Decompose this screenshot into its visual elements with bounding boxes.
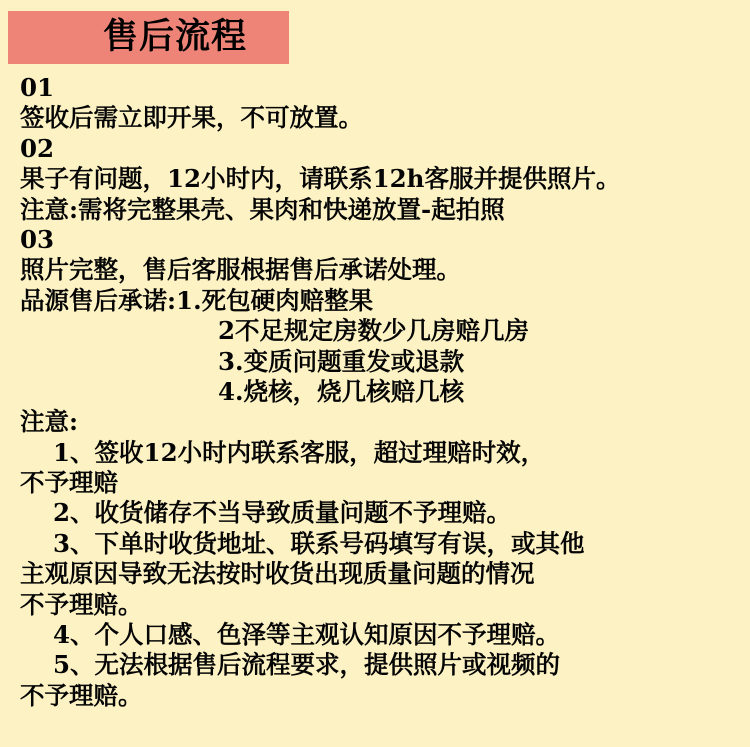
text-line: 不予理赔。: [20, 589, 143, 619]
text-line: 3.变质问题重发或退款: [218, 346, 465, 376]
text-line: 主观原因导致无法按时收货出现质量问题的情况: [20, 559, 535, 589]
text-line: 3、下单时收货地址、联系号码填写有误，或其他: [53, 528, 585, 558]
text-line: 照片完整，售后客服根据售后承诺处理。: [20, 255, 461, 285]
text-line: 4、个人口感、色泽等主观认知原因不予理赔。: [53, 620, 561, 650]
page-title: 售后流程: [103, 17, 248, 57]
text-line: 01: [20, 73, 55, 102]
text-line: 不予理赔。: [20, 680, 143, 710]
text-line: 不予理赔: [20, 468, 118, 498]
text-line: 03: [20, 224, 55, 254]
text-line: 注意:: [20, 407, 79, 437]
after-sales-text: [20, 73, 745, 711]
text-line: 品源售后承诺:1.死包硬肉赔整果: [20, 285, 374, 315]
text-line: 2、收货储存不当导致质量问题不予理赔。: [53, 498, 512, 528]
text-line: 2不足规定房数少几房赔几房: [218, 316, 530, 346]
text-line: 5、无法根据售后流程要求，提供照片或视频的: [53, 650, 561, 680]
text-line: 注意:需将完整果壳、果肉和快递放置-起拍照: [20, 194, 505, 224]
text-line: 4.烧核，烧几核赔几核: [218, 376, 465, 406]
text-line: 1、签收12小时内联系客服，超过理赔时效，: [53, 437, 546, 467]
text-line: 果子有问题，12小时内，请联系12h客服并提供照片。: [20, 164, 621, 194]
text-line: 02: [20, 133, 55, 163]
text-line: 签收后需立即开果，不可放置。: [20, 103, 363, 133]
